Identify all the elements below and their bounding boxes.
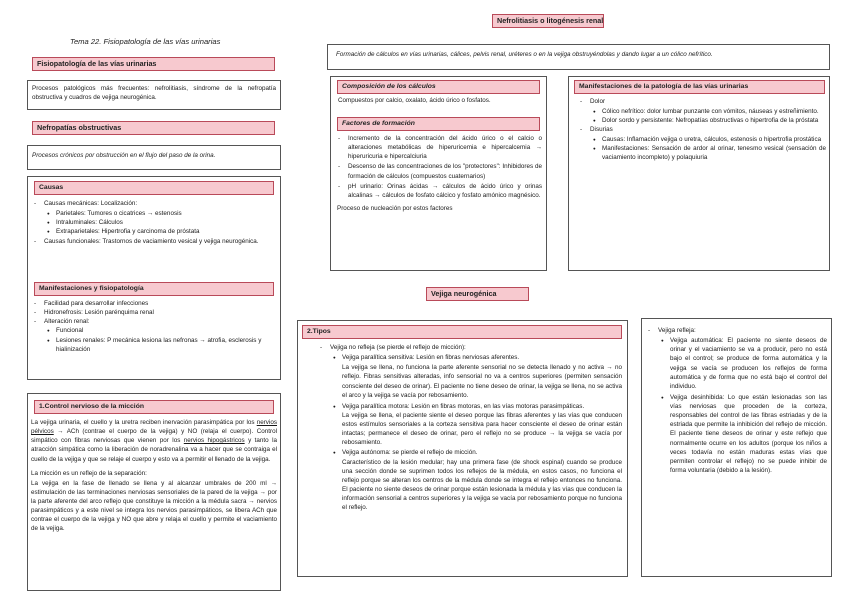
manif-fisio-1: - Facilidad para desarrollar infecciones	[32, 299, 276, 308]
tipos-header: 2.Tipos	[302, 325, 622, 339]
manif-pat-dolor: - Dolor ● Cólico nefrítico: dolor lumbar punzante con vómitos, náuseas y estreñimiento. ● Dolor sordo y persistente: Nefropatías obstructivas o hipertrofia de la próstata	[578, 97, 826, 125]
factores-1: - Incremento de la concentración del ácido úrico o el calcio o alteraciones metabólicas de hiperuricemia e hipercalcemia → hiperuricuria e hipercalciuria	[336, 134, 542, 161]
nefrolitiasis-text: Formación de cálculos en vías urinarias, cálices, pelvis renal, uréteres o en la vejiga obstruyéndolas y dando lugar a un cólico nefrítico.	[336, 51, 713, 58]
composicion-text: Compuestos por calcio, oxalato, ácido úrico o fosfatos.	[338, 97, 491, 104]
nefro-obs-text: Procesos crónicos por obstrucción en el flujo del paso de la orina.	[32, 152, 216, 159]
control-p1: La vejiga urinaria, el cuello y la uretra reciben inervación parasimpática por los nervios pélvicos → ACh (contrae el cuerpo de la vejiga) y NO (relaja el cuerpo). Control simpático con fibras nerviosas que vienen por los nervios hipogástricos y tanto la atracción simpática como la liberación de noradrenalina va a hacer que se contraiga el cuello de la vejiga y que se relaje el cuerpo y esto va a permitir el llenado de la vejiga.	[31, 419, 277, 463]
nefrolitiasis-header: Nefrolitiasis o litogénesis renal	[492, 14, 604, 28]
fisio-text: Procesos patológicos más frecuentes: nefrolitiasis, síndrome de la nefropatía obstructiva y cuadros de vejiga neurogénica.	[32, 85, 276, 102]
tipos-b-text: La vejiga se llena, el paciente siente el deseo porque las fibras aferentes y las vías que conducen estos estímulos sensoriales a la corteza sensitiva para hacer consciente el deseo de orinar están intactas; permanece el deseo de orinar, pero el reflejo no se produce → la vejiga se vacía por rebosamiento.	[342, 411, 622, 447]
tipos-c-text: Característico de la lesión medular; hay una primera fase (de shock espinal) cuando se produce una sección donde se suprimen todos los reflejos de la médula, en estos casos, no funciona el reflejo porque se alteran los centros de la médula donde se integra el reflejo entonces no funciona. El paciente no siente deseos de orinar porque están lesionada la médula y las vías que conducen la información sensorial a centros superiores y la vejiga se vacía por rebosamiento porque no funciona el reflejo.	[342, 458, 622, 512]
causas-header: Causas	[34, 181, 274, 195]
causas-mec-2: ● Intraluminales: Cálculos	[44, 218, 276, 227]
refleja-b: ● Vejiga desinhibida: Lo que están lesionadas son las vías nerviosas que proceden de la corteza, responsables del control de las fibras estriadas y de la estriada que permite la inhibición del reflejo de micción. El paciente tiene deseos de orinar y este reflejo que normalmente ocurre en los adultos (porque los niños a veces todavía no están maduras estas vías que permiten controlar el reflejo) no se puede inhibir de forma voluntaria (debido a la lesión).	[658, 393, 827, 475]
causas-mec-3: ● Extraparietales: Hipertrofia y carcinoma de próstata	[44, 227, 276, 236]
manif-pat-dis-2: ● Manifestaciones: Sensación de ardor al orinar, tenesmo vesical (sensación de vaciamiento incompleto) y polaquiuria	[590, 144, 826, 162]
tipos-c	[330, 448, 622, 512]
nefro-obs-header: Nefropatías obstructivas	[32, 121, 275, 135]
page-title: Tema 22. Fisiopatología de las vías urinarias	[70, 37, 221, 46]
nefro-obs-box	[27, 145, 281, 170]
causas-mec-1: ● Parietales: Tumores o cicatrices → estenosis	[44, 209, 276, 218]
tipos-a	[330, 353, 622, 400]
control-header: 1.Control nervioso de la micción	[34, 400, 274, 414]
manif-fisio-sub-1: ● Funcional	[44, 326, 276, 335]
factores-2: - Descenso de las concentraciones de los "protectores": Inhibidores de formación de cálculos (compuestos cuaternarios)	[336, 162, 542, 180]
fisio-box	[27, 80, 281, 110]
manif-pat-header: Manifestaciones de la patología de las vías urinarias	[574, 80, 825, 94]
nefrolitiasis-box	[327, 44, 830, 70]
tipos-b-head: ● Vejiga paralítica motora: Lesión en fibras motoras, en las vías motoras parasimpáticas.	[342, 402, 585, 410]
manif-fisio-2: - Hidronefrosis: Lesión parénquima renal	[32, 308, 276, 317]
causas-mec: - Causas mecánicas: Localización: ● Parietales: Tumores o cicatrices → estenosis ● Intraluminales: Cálculos ● Extraparietales: Hipertrofia y carcinoma de próstata	[32, 199, 276, 237]
manif-fisio-3: - Alteración renal: ● Funcional ● Lesiones renales: P mecánica lesiona las nefronas → atrofia, esclerosis y hialinización	[32, 317, 276, 354]
refleja-content	[646, 326, 827, 475]
causas-func: - Causas funcionales: Trastornos de vaciamiento vesical y vejiga neurogénica.	[32, 237, 276, 246]
tipos-b	[330, 402, 622, 448]
manif-pat-disurias: - Disurias ● Causas: Inflamación vejiga o uretra, cálculos, estenosis o hipertrofia prostática ● Manifestaciones: Sensación de ardor al orinar, tenesmo vesical (sensación de vaciamiento incompleto) y polaquiuria	[578, 125, 826, 162]
causas-content	[32, 199, 276, 246]
vejiga-header: Vejiga neurogénica	[426, 287, 529, 301]
control-p3: La vejiga en la fase de llenado se llena y al alcanzar umbrales de 200 ml → estimulación de las terminaciones nerviosas sensoriales de la pared de la vejiga → por la parte aferente del arco reflejo que constituye la micción a la médula sacra → nervios parasimpáticos y a este nivel se integra los nervios parasimpáticos, se libera ACh que contrae el cuerpo de la vejiga y NO que abre y relaja el cuello y permite el vaciamiento de la vejiga.	[31, 479, 277, 533]
tipos-no-refleja: - Vejiga no refleja (se pierde el reflejo de micción): ● Vejiga paralítica sensitiva: Lesión en fibras nerviosas aferentes. La vejiga se llena, no funciona la parte aferente sensorial no se detecta llenado y no activa → no reflejo. Fibras sensitivas alteradas, info sensorial no va a centros superiores (permiten sensación consciente del deseo de orinar). El paciente no tiene deseo de orinar, la vejiga se llena, no se activa el arco y la vejiga se vacía por rebosamiento. ● Vejiga paralítica motora: Lesión en fibras motoras, en las vías motoras parasimpáticas. La vejiga se llena, el paciente siente el deseo porque las fibras aferentes y las vías que conducen estos estímulos sensoriales a la corteza sensitiva para hacer consciente el deseo de orinar están intactas; permanece el deseo de orinar, pero el reflejo no se produce → la vejiga se vacía por rebosamiento. ● Vejiga autónoma: se pierde el reflejo de micción. Característico de la lesión medular; hay una primera fase (de shock espinal) cuando se produce una sección donde se suprimen todos los reflejos de la médula, en estos casos, no funciona el reflejo porque se alteran los centros de la médula donde se integra el reflejo entonces no funciona. El paciente no siente deseos de orinar porque están lesionada la médula y las vías que conducen la información sensorial a centros superiores y la vejiga se vacía por rebosamiento porque no funciona el reflejo.	[318, 343, 622, 512]
manif-pat-content	[578, 97, 826, 162]
manif-pat-dolor-1: ● Cólico nefrítico: dolor lumbar punzante con vómitos, náuseas y estreñimiento.	[590, 107, 826, 116]
manif-pat-dis-1: ● Causas: Inflamación vejiga o uretra, cálculos, estenosis o hipertrofia prostática	[590, 135, 826, 144]
tipos-a-head: ● Vejiga paralítica sensitiva: Lesión en fibras nerviosas aferentes.	[342, 354, 520, 362]
factores-foot: Proceso de nucleación por estos factores	[337, 204, 453, 212]
control-content	[31, 418, 277, 534]
tipos-c-head: ● Vejiga autónoma: se pierde el reflejo de micción.	[342, 449, 478, 457]
manif-fisio-header: Manifestaciones y fisiopatología	[34, 282, 274, 296]
control-p2: La micción es un reflejo de la separación:	[31, 469, 147, 477]
manif-fisio-sub-2: ● Lesiones renales: P mecánica lesiona las nefronas → atrofia, esclerosis y hialinización	[44, 336, 276, 354]
factores-3: - pH urinario: Orinas ácidas → cálculos de ácido úrico y orinas alcalinas → cálculos de fosfato cálcico y fosfato amónico magnésico.	[336, 182, 542, 200]
fisio-header: Fisiopatología de las vías urinarias	[32, 57, 275, 71]
manif-pat-dolor-2: ● Dolor sordo y persistente: Nefropatías obstructivas o hipertrofia de la próstata	[590, 116, 826, 125]
composicion-header: Composición de los cálculos	[337, 80, 540, 94]
factores-header: Factores de formación	[337, 117, 540, 131]
tipos-content	[318, 343, 622, 512]
refleja-label: - Vejiga refleja: ● Vejiga automática: El paciente no siente deseos de orinar y el vaciamiento se va a producir, pero no está bajo el control; se produce de forma automática y la vejiga se vacía se producen los reflejos de forma automática y de forma que no está bajo el control del individuo. ● Vejiga desinhibida: Lo que están lesionadas son las vías nerviosas que proceden de la corteza, responsables del control de las fibras estriadas y de la estriada que permite la inhibición del reflejo de micción. El paciente tiene deseos de orinar y este reflejo que normalmente ocurre en los adultos (porque los niños a veces todavía no están maduras estas vías que permiten controlar el reflejo) no se puede inhibir de forma voluntaria (debido a la lesión).	[646, 326, 827, 475]
tipos-a-text: La vejiga se llena, no funciona la parte aferente sensorial no se detecta llenado y no activa → no reflejo. Fibras sensitivas alteradas, info sensorial no va a centros superiores (permiten sensación consciente del deseo de orinar). El paciente no tiene deseo de orinar, la vejiga se llena, no se activa el arco y la vejiga se vacía por rebosamiento.	[342, 364, 622, 399]
manif-fisio-content	[32, 299, 276, 354]
refleja-a: ● Vejiga automática: El paciente no siente deseos de orinar y el vaciamiento se va a producir, pero no está bajo el control; se produce de forma automática y la vejiga se vacía se producen los reflejos de forma automática y de forma que no está bajo el control del individuo.	[658, 336, 827, 391]
factores-content	[336, 134, 542, 213]
